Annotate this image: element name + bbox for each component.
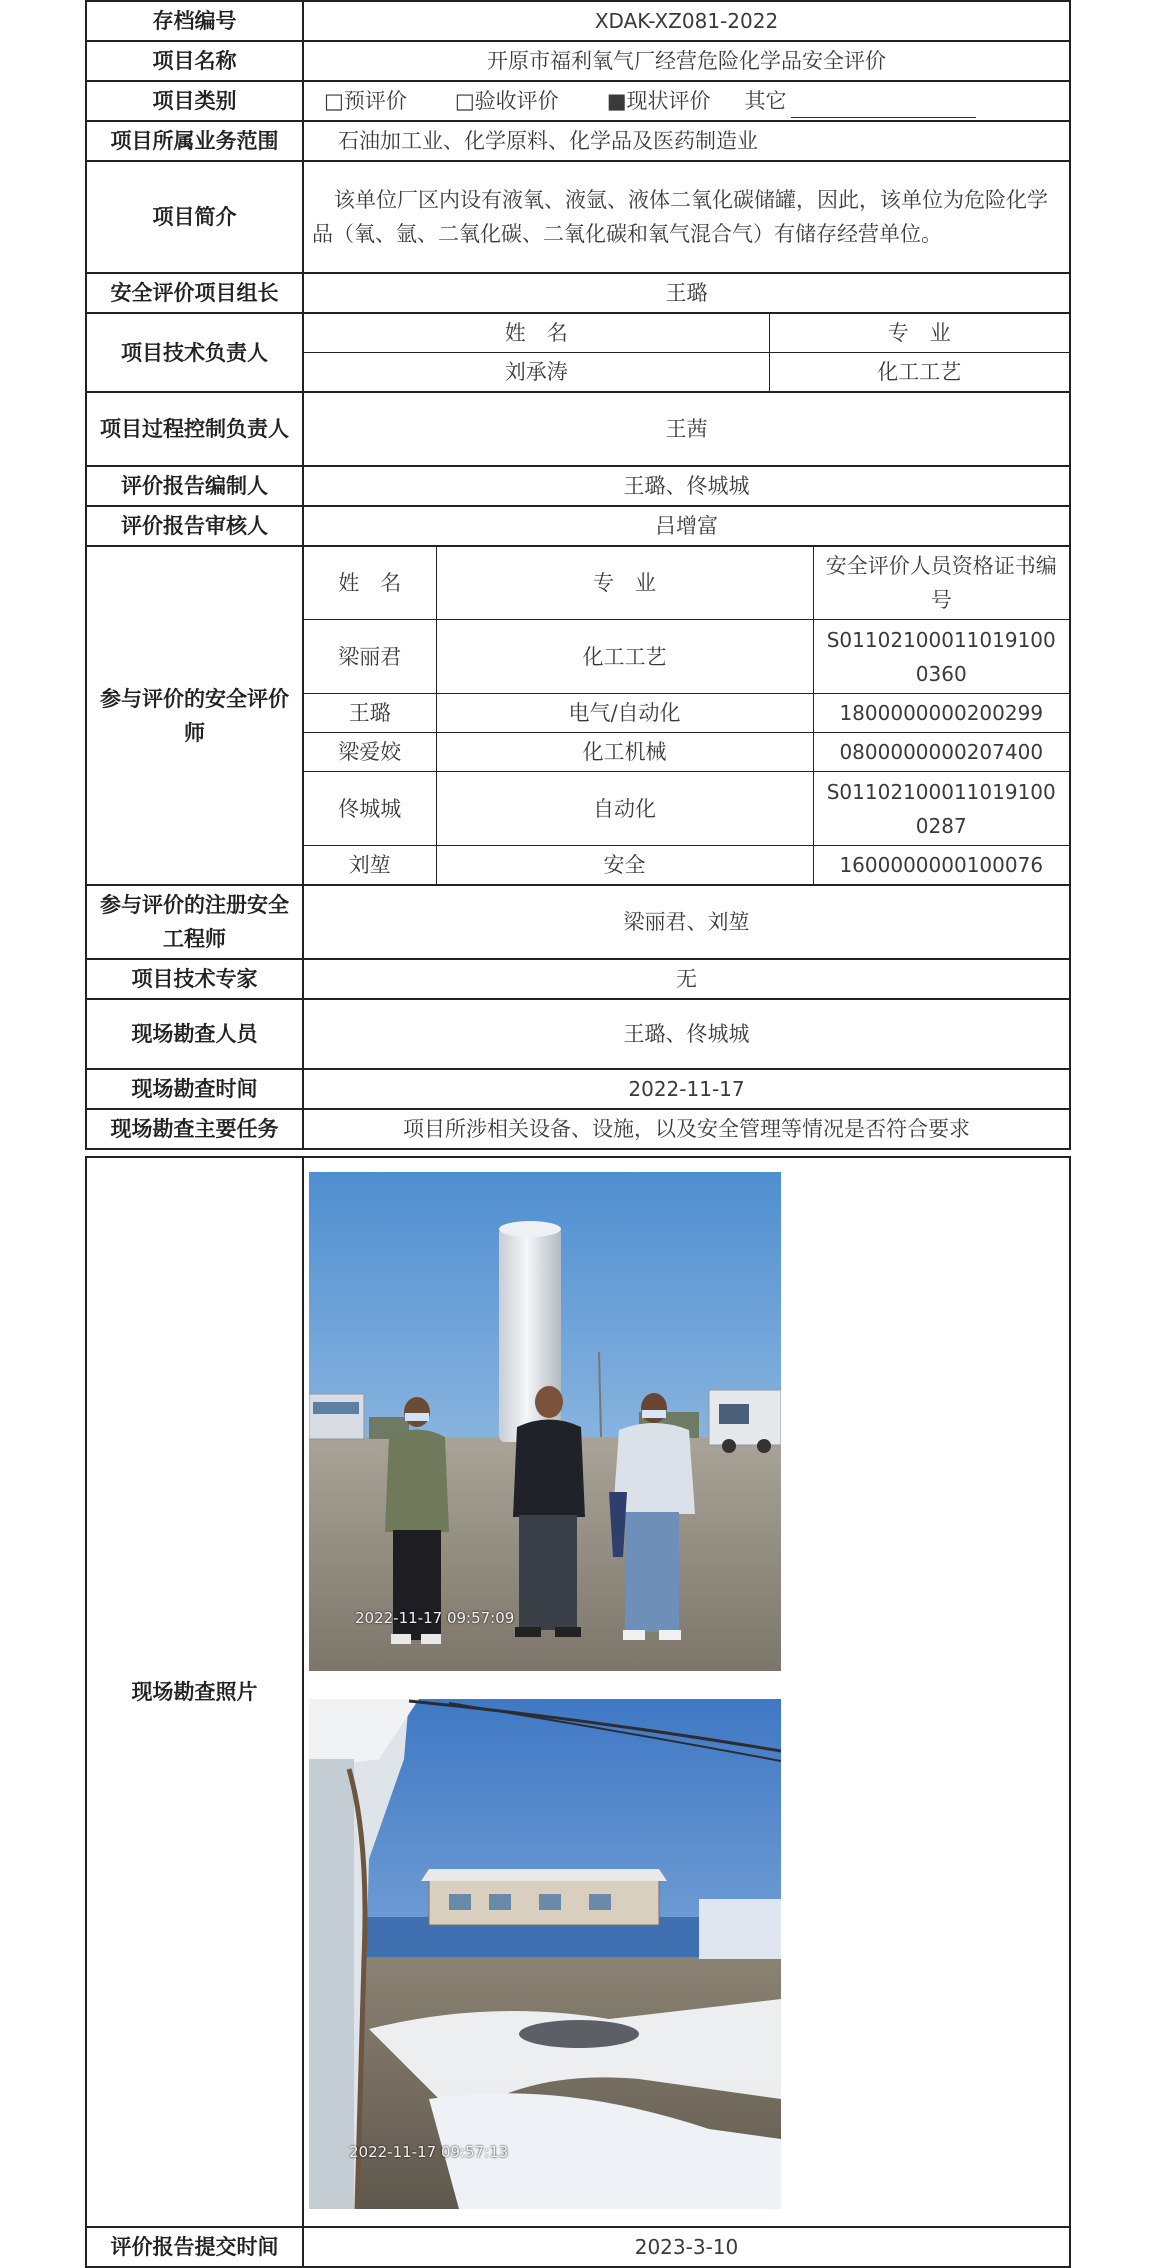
report-reviewer-value: 吕增富 [303,506,1070,546]
evaluator-row [304,733,1069,772]
summary-text: 该单位厂区内设有液氧、液氩、液体二氧化碳储罐，因此，该单位为危险化学品（氧、氩、二氧化碳、二氧化碳和氧气混合气）有储存经营单位。 [312,188,1048,246]
summary-label: 项目简介 [86,161,303,273]
archive-no-value: XDAK-XZ081-2022 [303,1,1070,41]
team-leader-label: 安全评价项目组长 [86,273,303,313]
evaluator-major: 化工机械 [436,733,813,772]
evaluator-name: 王璐 [304,694,436,733]
evaluator-cert: 1800000000200299 [813,694,1069,733]
registered-engineers-label: 参与评价的注册安全工程师 [86,885,303,959]
evaluation-info-sheet [85,0,1071,2268]
site-task-value: 项目所涉相关设备、设施，以及安全管理等情况是否符合要求 [303,1109,1070,1149]
project-name-value: 开原市福利氧气厂经营危险化学品安全评价 [303,41,1070,81]
evaluator-name: 佟城城 [304,772,436,846]
tech-lead-table [304,314,1069,391]
evaluators-header-cert: 安全评价人员资格证书编号 [813,547,1069,620]
photo-timestamp: 2022-11-17 09:57:09 [355,1609,515,1627]
type-pre-evaluation: □预评价 [324,89,407,113]
report-reviewer-label: 评价报告审核人 [86,506,303,546]
archive-no-label: 存档编号 [86,1,303,41]
site-photo-yard [309,1699,781,2209]
type-other-blank [791,93,976,118]
evaluators-table [304,547,1069,884]
evaluator-cert: S011021000110191000287 [813,772,1069,846]
report-author-value: 王璐、佟城城 [303,466,1070,506]
team-leader-value: 王璐 [303,273,1070,313]
evaluator-row [304,772,1069,846]
business-scope-value: 石油加工业、化学原料、化学品及医药制造业 [303,121,1070,161]
type-current-evaluation: ■现状评价 [606,89,711,113]
evaluators-header-major: 专 业 [436,547,813,620]
tech-lead-name-header: 姓 名 [304,314,769,353]
evaluator-major: 化工工艺 [436,620,813,694]
submit-time-value: 2023-3-10 [303,2227,1070,2267]
tech-lead-name: 刘承涛 [304,353,769,392]
evaluator-major: 自动化 [436,772,813,846]
registered-engineers-value: 梁丽君、刘堃 [303,885,1070,959]
site-staff-value: 王璐、佟城城 [303,999,1070,1069]
tech-lead-major: 化工工艺 [769,353,1069,392]
site-staff-label: 现场勘查人员 [86,999,303,1069]
evaluators-label: 参与评价的安全评价师 [86,546,303,885]
evaluator-cert: 0800000000207400 [813,733,1069,772]
evaluators-header-name: 姓 名 [304,547,436,620]
evaluators-cell [303,546,1070,885]
process-control-label: 项目过程控制负责人 [86,392,303,466]
tech-lead-cell [303,313,1070,392]
evaluator-name: 梁丽君 [304,620,436,694]
summary-cell [303,161,1070,273]
evaluator-name: 刘堃 [304,846,436,885]
tech-expert-value: 无 [303,959,1070,999]
type-other-label: 其它 [744,89,787,113]
report-author-label: 评价报告编制人 [86,466,303,506]
site-time-value: 2022-11-17 [303,1069,1070,1109]
process-control-value: 王茜 [303,392,1070,466]
site-photos-cell [303,1157,1070,2227]
evaluator-name: 梁爱姣 [304,733,436,772]
site-photos-label: 现场勘查照片 [86,1157,303,2227]
site-photo-tank-image [309,1172,781,1671]
project-type-options [303,81,1070,121]
project-type-label: 项目类别 [86,81,303,121]
project-name-label: 项目名称 [86,41,303,81]
tech-expert-label: 项目技术专家 [86,959,303,999]
evaluator-cert: S011021000110191000360 [813,620,1069,694]
business-scope-label: 项目所属业务范围 [86,121,303,161]
evaluator-row [304,846,1069,885]
tech-lead-major-header: 专 业 [769,314,1069,353]
evaluator-major: 电气/自动化 [436,694,813,733]
evaluator-row [304,620,1069,694]
evaluator-major: 安全 [436,846,813,885]
tech-lead-label: 项目技术负责人 [86,313,303,392]
info-table [85,0,1071,1150]
evaluator-cert: 1600000000100076 [813,846,1069,885]
evaluator-row [304,694,1069,733]
photo-table [85,1156,1071,2268]
type-acceptance-evaluation: □验收评价 [454,89,559,113]
site-task-label: 现场勘查主要任务 [86,1109,303,1149]
site-photo-tank [309,1172,781,1671]
site-time-label: 现场勘查时间 [86,1069,303,1109]
site-photo-yard-image [309,1699,781,2209]
photo-timestamp: 2022-11-17 09:57:13 [349,2143,509,2161]
submit-time-label: 评价报告提交时间 [86,2227,303,2267]
